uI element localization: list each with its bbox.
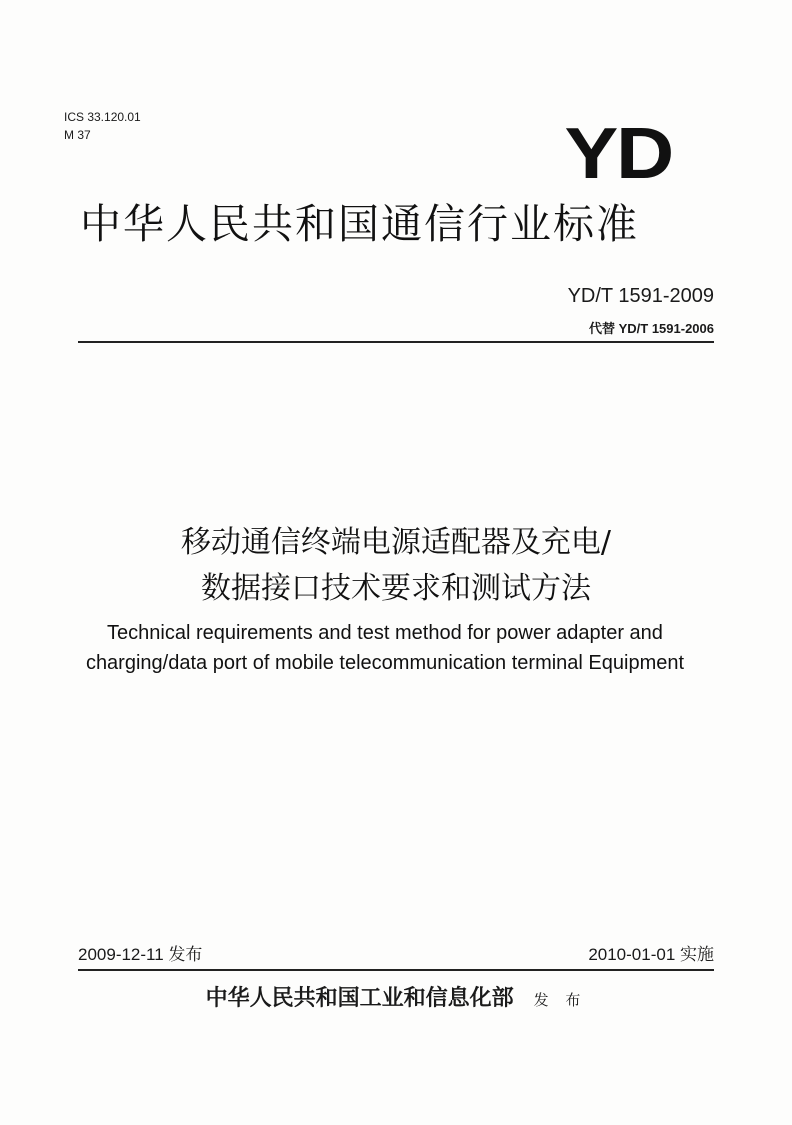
publisher-name: 中华人民共和国工业和信息化部	[205, 985, 514, 1011]
bottom-divider	[78, 969, 714, 971]
chinese-title-line-1: 移动通信终端电源适配器及充电/	[180, 525, 612, 560]
top-divider	[78, 341, 714, 343]
implementation-date: 2010-01-01 实施	[588, 945, 714, 964]
publisher-line	[0, 982, 792, 1016]
publish-label: 发 布	[533, 991, 587, 1009]
standard-number: YD/T 1591-2009	[567, 285, 714, 307]
ics-code: ICS 33.120.01	[64, 110, 141, 124]
organization-title: 中华人民共和国通信行业标准	[80, 200, 639, 248]
english-title	[0, 618, 770, 678]
replaces-standard: 代替 YD/T 1591-2006	[588, 321, 714, 336]
chinese-title	[0, 520, 792, 612]
chinese-title-line-2: 数据接口技术要求和测试方法	[201, 571, 591, 606]
issue-date: 2009-12-11 发布	[78, 945, 203, 964]
english-title-line-1: Technical requirements and test method for power adapter and	[107, 622, 663, 644]
ccs-code: M 37	[64, 128, 91, 142]
english-title-line-2: charging/data port of mobile telecommunication terminal Equipment	[85, 652, 685, 674]
classification-codes	[64, 108, 141, 144]
yd-logo: YD	[564, 114, 672, 194]
